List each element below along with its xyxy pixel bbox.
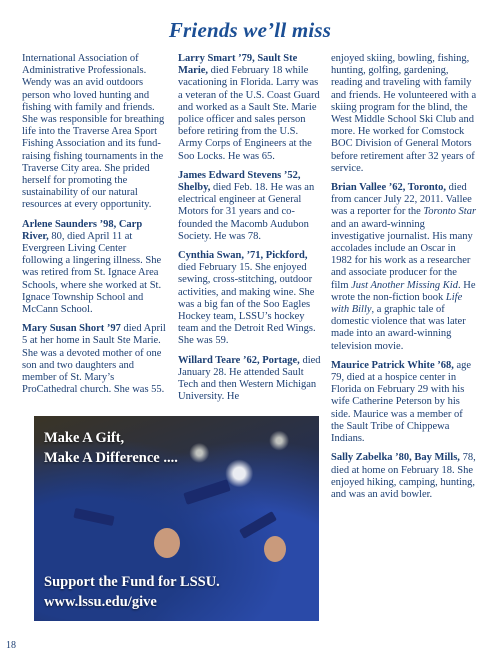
obituary-entry <box>178 53 324 163</box>
obituary-entry <box>22 323 168 396</box>
obituary-text: died Feb. 18. He was an electrical engineer at General Motors for 31 years and co-founded the Macomb Audubon Society. He was 78. <box>178 182 315 242</box>
page-number: 18 <box>6 640 16 651</box>
obituary-entry <box>178 170 324 243</box>
obituary-name: James Edward Stevens ’52, Shelby, <box>178 169 301 194</box>
obituary-text: died January 28. He attended Sault Tech and then Western Michigan University. He <box>178 354 321 403</box>
graduate-face <box>154 528 180 558</box>
film-title: Just Another Missing Kid <box>351 279 458 291</box>
obituary-entry <box>178 355 324 404</box>
graduation-cap-icon <box>183 479 230 505</box>
obituary-text: 80, died April 11 at Evergreen Living Center following a lingering illness. She was retired from St. Ignace Area Schools, where she worked at St. Ignace Township School and McCann School. <box>22 230 162 316</box>
obituary-text: , a graphic tale of domestic violence that was later made into an award-winning television movie. <box>331 304 466 352</box>
obituary-text: 78, died at home on February 18. She enjoyed hiking, camping, hunting, and was an avid bowler. <box>331 452 476 500</box>
ad-call-to-action: Support the Fund for LSSU. <box>44 574 220 590</box>
obituary-continued: enjoyed skiing, bowling, fishing, hunting, golfing, gardening, reading and traveling with family and friends. He volunteered with a skiing program for the blind, the West Middle School Ski Club and more. He worked for Comstock BOC Division of General Motors before retirement after 32 years of service. <box>331 53 477 174</box>
obituary-name: Larry Smart ’79, Sault Ste Marie, <box>178 53 298 77</box>
column-2 <box>178 53 324 410</box>
graduate-face <box>264 536 286 562</box>
obituary-name: Brian Vallee ’62, Toronto, <box>331 182 447 194</box>
obituary-entry <box>178 250 324 348</box>
donation-ad[interactable] <box>34 416 319 621</box>
obituary-text: age 79, died at a hospice center in Florida on February 29 with his wife Catherine Peterson by his side. Maurice was a member of the Sault Tribe of Chippewa Indians. <box>331 359 472 445</box>
obituary-text: died from cancer July 22, 2011. Vallee was a reporter for the <box>331 182 472 218</box>
ad-url-link[interactable]: www.lssu.edu/give <box>44 594 157 610</box>
obituary-text: and an award-winning investigative journalist. His many accolades include an Oscar in 1982 for his work as a researcher and associate producer for the film <box>331 218 473 291</box>
obituary-name: Arlene Saunders ’98, Carp River, <box>22 218 143 242</box>
page-title: Friends we’ll miss <box>168 18 332 42</box>
obituary-entry <box>331 452 477 501</box>
obituary-entry <box>331 182 477 353</box>
obituary-name: Maurice Patrick White ’68, <box>331 359 454 371</box>
obituary-name: Cynthia Swan, ’71, Pickford, <box>178 250 308 262</box>
book-title: Life with Billy <box>331 291 463 316</box>
publication-title: Toronto Star <box>423 206 477 218</box>
ad-headline: Make A Gift, <box>44 430 125 446</box>
obituary-entry <box>331 360 477 445</box>
obituary-name: Sally Zabelka ’80, Bay Mills, <box>331 452 460 464</box>
graduation-cap-icon <box>239 511 277 539</box>
obituary-name: Mary Susan Short ’97 <box>22 323 121 335</box>
obituary-entry <box>22 219 168 317</box>
obituary-text: died April 5 at her home in Sault Ste Marie. She was a devoted mother of one son and two daughters and member of St. Mary’s ProCathedral church. She was 55. <box>22 323 166 396</box>
column-3 <box>331 53 477 508</box>
obituary-name: Willard Teare ’62, Portage, <box>178 354 300 366</box>
obituary-text: died February 15. She enjoyed sewing, cross-stitching, outdoor activities, and making wine. She was a big fan of the Soo Eagles Hockey team, LSSU’s hockey team and the Detroit Red Wings. She was 59. <box>178 262 316 347</box>
column-1 <box>22 53 168 403</box>
obituary-text: died February 18 while vacationing in Florida. Larry was a veteran of the U.S. Coast Guard and worked as a Sault Ste. Marie police officer and sales person before retiring from the U.S. Army Corps of Engineers at the Soo Locks. He was 65. <box>178 65 320 162</box>
ad-subheadline: Make A Difference .... <box>44 450 178 466</box>
obituary-continued: International Association of Administrative Professionals. Wendy was an avid outdoors person who loved hunting and fishing with family and friends. She was responsible for breathing life into the Traverse Area Sport Fishing Association and its fund-raising fishing tournaments in the Traverse City area. She prided herself for promoting the sustainability of our natural resources at every opportunity. <box>22 53 165 211</box>
graduation-cap-icon <box>73 508 114 526</box>
obituary-text: . He wrote the non-fiction book <box>331 279 476 303</box>
